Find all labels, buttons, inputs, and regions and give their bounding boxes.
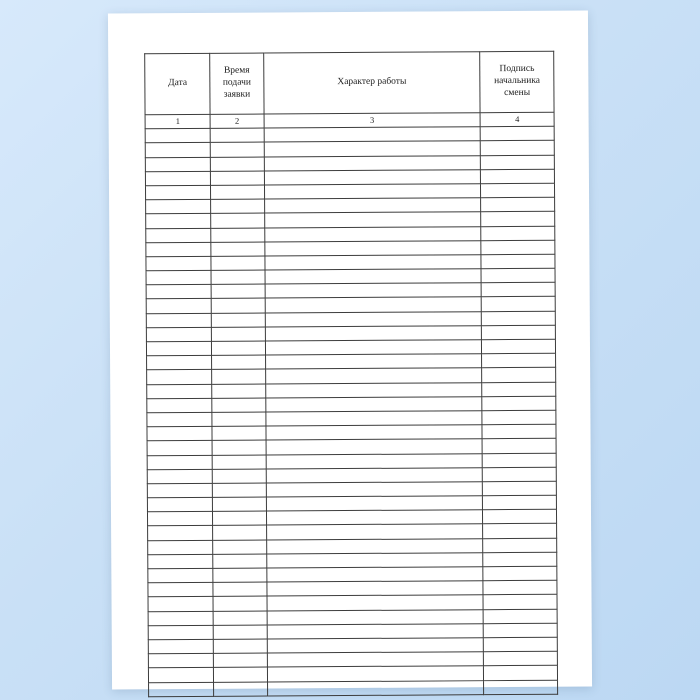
table-cell[interactable] [146, 313, 212, 328]
table-cell[interactable] [213, 469, 266, 484]
table-cell[interactable] [482, 297, 556, 312]
table-cell[interactable] [147, 483, 213, 498]
table-cell[interactable] [265, 396, 482, 412]
table-cell[interactable] [481, 155, 555, 170]
table-cell[interactable] [484, 623, 558, 638]
table-cell[interactable] [213, 596, 266, 611]
table-cell[interactable] [211, 185, 264, 200]
table-cell[interactable] [265, 283, 482, 299]
table-cell[interactable] [484, 651, 558, 666]
table-cell[interactable] [212, 355, 265, 370]
table-cell[interactable] [265, 411, 482, 427]
table-cell[interactable] [147, 426, 213, 441]
table-cell[interactable] [211, 142, 264, 157]
table-cell[interactable] [267, 638, 484, 654]
table-cell[interactable] [481, 126, 555, 141]
table-cell[interactable] [147, 455, 213, 470]
column-header-shift-supervisor-signature: Подпись начальника смены [480, 51, 554, 112]
table-cell[interactable] [212, 440, 265, 455]
table-cell[interactable] [264, 184, 481, 200]
table-cell[interactable] [266, 553, 483, 569]
table-cell[interactable] [266, 538, 483, 554]
table-cell[interactable] [264, 127, 481, 143]
table-cell[interactable] [147, 512, 213, 527]
table-cell[interactable] [264, 212, 481, 228]
table-cell[interactable] [147, 398, 213, 413]
table-cell[interactable] [264, 240, 481, 256]
table-cell[interactable] [483, 566, 557, 581]
table-cell[interactable] [147, 370, 213, 385]
table-cell[interactable] [484, 680, 558, 695]
table-cell[interactable] [483, 595, 557, 610]
table-cell[interactable] [148, 583, 214, 598]
table-cell[interactable] [148, 668, 214, 683]
table-cell[interactable] [211, 256, 264, 271]
table-cell[interactable] [484, 666, 558, 681]
table-cell[interactable] [266, 425, 483, 441]
column-header-request-time: Время подачи заявки [210, 53, 264, 114]
table-cell[interactable] [147, 469, 213, 484]
table-cell[interactable] [213, 525, 266, 540]
table-cell[interactable] [146, 285, 212, 300]
table-cell[interactable] [267, 595, 484, 611]
table-cell[interactable] [213, 582, 266, 597]
table-cell[interactable] [267, 666, 484, 682]
table-cell[interactable] [213, 554, 266, 569]
table-cell[interactable] [148, 597, 214, 612]
table-cell[interactable] [481, 226, 555, 241]
table-cell[interactable] [481, 183, 555, 198]
table-cell[interactable] [267, 652, 484, 668]
table-cell[interactable] [481, 282, 555, 297]
table-cell[interactable] [212, 426, 265, 441]
table-cell[interactable] [147, 412, 213, 427]
table-cell[interactable] [482, 311, 556, 326]
table-cell[interactable] [483, 481, 557, 496]
table-cell[interactable] [265, 340, 482, 356]
table-header [145, 51, 554, 129]
column-header-work-type: Характер работы [263, 52, 480, 114]
table-cell[interactable] [213, 497, 266, 512]
table-cell[interactable] [212, 412, 265, 427]
table-cell[interactable] [148, 540, 214, 555]
table-cell[interactable] [483, 453, 557, 468]
table-cell[interactable] [482, 396, 556, 411]
table-cell[interactable] [147, 497, 213, 512]
table-cell[interactable] [265, 368, 482, 384]
table-cell[interactable] [214, 611, 267, 626]
table-cell[interactable] [145, 143, 211, 158]
table-cell[interactable] [213, 540, 266, 555]
table-cell[interactable] [266, 467, 483, 483]
table-cell[interactable] [483, 552, 557, 567]
table-cell[interactable] [481, 268, 555, 283]
table-cell[interactable] [481, 254, 555, 269]
table-cell[interactable] [264, 226, 481, 242]
table-cell[interactable] [212, 369, 265, 384]
table-cell[interactable] [264, 141, 481, 157]
table-cell[interactable] [212, 327, 265, 342]
table-cell[interactable] [147, 441, 213, 456]
table-cell[interactable] [212, 398, 265, 413]
table-cell[interactable] [146, 256, 212, 271]
table-cell[interactable] [211, 213, 264, 228]
table-cell[interactable] [267, 609, 484, 625]
table-cell[interactable] [211, 242, 264, 257]
table-cell[interactable] [265, 311, 482, 327]
table-cell[interactable] [267, 623, 484, 639]
table-cell[interactable] [482, 382, 556, 397]
column-number-1: 1 [145, 114, 211, 129]
table-cell[interactable] [146, 270, 212, 285]
table-cell[interactable] [266, 482, 483, 498]
table-cell[interactable] [481, 197, 555, 212]
table-cell[interactable] [148, 639, 214, 654]
table-cell[interactable] [481, 240, 555, 255]
table-cell[interactable] [265, 354, 482, 370]
table-cell[interactable] [214, 625, 267, 640]
table-cell[interactable] [145, 129, 211, 144]
table-cell[interactable] [146, 341, 212, 356]
table-cell[interactable] [482, 368, 556, 383]
table-cell[interactable] [483, 467, 557, 482]
table-cell[interactable] [482, 424, 556, 439]
table-cell[interactable] [482, 353, 556, 368]
column-header-date: Дата [145, 53, 211, 114]
table-cell[interactable] [212, 384, 265, 399]
table-cell[interactable] [483, 580, 557, 595]
table-cell[interactable] [265, 297, 482, 313]
table-cell[interactable] [266, 453, 483, 469]
table-cell[interactable] [266, 567, 483, 583]
table-cell[interactable] [214, 667, 267, 682]
table-cell[interactable] [145, 185, 211, 200]
table-cell[interactable] [212, 313, 265, 328]
table-cell[interactable] [148, 554, 214, 569]
table-cell[interactable] [211, 128, 264, 143]
table-cell[interactable] [213, 455, 266, 470]
table-cell[interactable] [265, 382, 482, 398]
table-cell[interactable] [264, 198, 481, 214]
table-cell[interactable] [213, 483, 266, 498]
table-cell[interactable] [483, 538, 557, 553]
page-content-area [144, 51, 558, 663]
table-cell[interactable] [484, 637, 558, 652]
table-cell[interactable] [265, 326, 482, 342]
table-cell[interactable] [267, 680, 484, 696]
table-cell[interactable] [211, 157, 264, 172]
registration-table [144, 51, 558, 697]
table-cell[interactable] [148, 526, 214, 541]
column-number-2: 2 [210, 114, 263, 129]
table-cell[interactable] [146, 228, 212, 243]
table-cell[interactable] [214, 653, 267, 668]
column-number-3: 3 [264, 113, 481, 129]
table-cell[interactable] [146, 242, 212, 257]
table-cell[interactable] [146, 199, 212, 214]
table-cell[interactable] [483, 509, 557, 524]
table-cell[interactable] [266, 439, 483, 455]
table-cell[interactable] [146, 327, 212, 342]
table-cell[interactable] [483, 524, 557, 539]
table-cell[interactable] [145, 171, 211, 186]
table-cell[interactable] [211, 199, 264, 214]
table-cell[interactable] [212, 284, 265, 299]
table-cell[interactable] [147, 384, 213, 399]
table-cell[interactable] [145, 157, 211, 172]
table-cell[interactable] [214, 682, 267, 697]
table-cell[interactable] [264, 169, 481, 185]
table-body [145, 126, 557, 696]
table-cell[interactable] [213, 511, 266, 526]
table-cell[interactable] [265, 255, 482, 271]
table-cell[interactable] [149, 682, 215, 697]
table-cell[interactable] [266, 524, 483, 540]
table-cell[interactable] [482, 439, 556, 454]
table-cell[interactable] [146, 214, 212, 229]
table-cell[interactable] [266, 510, 483, 526]
table-cell[interactable] [147, 356, 213, 371]
table-cell[interactable] [148, 568, 214, 583]
table-cell[interactable] [481, 141, 555, 156]
table-cell[interactable] [482, 410, 556, 425]
table-cell[interactable] [213, 568, 266, 583]
column-number-4: 4 [480, 112, 554, 127]
table-cell[interactable] [212, 341, 265, 356]
table-cell[interactable] [211, 228, 264, 243]
table-cell[interactable] [481, 169, 555, 184]
table-cell[interactable] [481, 212, 555, 227]
table-cell[interactable] [211, 171, 264, 186]
table-cell[interactable] [482, 339, 556, 354]
table-cell[interactable] [264, 155, 481, 171]
table-cell[interactable] [266, 496, 483, 512]
document-page [108, 11, 592, 690]
table-row[interactable] [149, 680, 558, 697]
table-cell[interactable] [482, 325, 556, 340]
table-cell[interactable] [148, 625, 214, 640]
table-cell[interactable] [267, 581, 484, 597]
table-cell[interactable] [214, 639, 267, 654]
table-cell[interactable] [265, 269, 482, 285]
table-cell[interactable] [148, 611, 214, 626]
table-cell[interactable] [148, 653, 214, 668]
table-cell[interactable] [483, 495, 557, 510]
table-cell[interactable] [211, 270, 264, 285]
table-header-row [145, 51, 554, 114]
table-cell[interactable] [212, 298, 265, 313]
table-cell[interactable] [146, 299, 212, 314]
table-cell[interactable] [483, 609, 557, 624]
